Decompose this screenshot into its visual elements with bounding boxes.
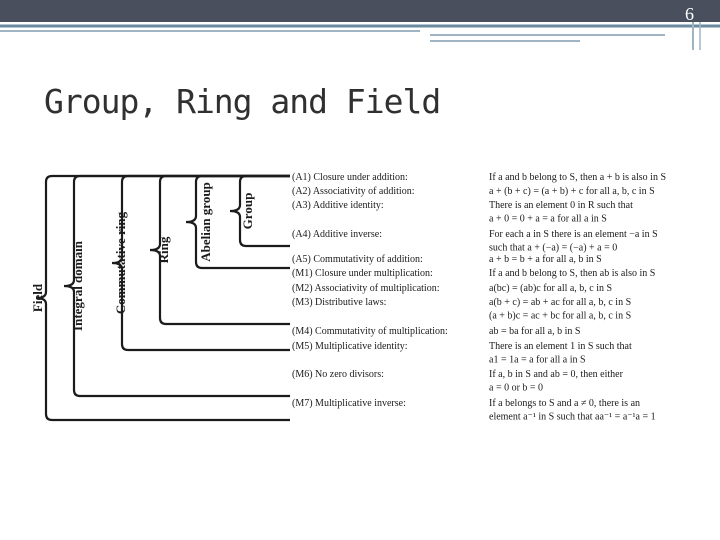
property-description: a = 0 or b = 0 (489, 382, 544, 394)
property-description: a + b = b + a for all a, b in S (489, 254, 602, 265)
bracket-ring (150, 176, 290, 324)
property-description: (a + b)c = ac + bc for all a, b, c in S (489, 310, 632, 322)
bracket-group (230, 176, 290, 246)
property-name: (M5) Multiplicative identity: (292, 341, 408, 352)
property-name: (M3) Distributive laws: (292, 297, 387, 308)
structure-diagram (32, 160, 692, 430)
property-name: (A2) Associativity of addition: (292, 186, 415, 197)
slide-number: 6 (685, 4, 694, 24)
property-name: (A3) Additive identity: (292, 200, 384, 211)
header-decoration (0, 22, 720, 52)
property-description: For each a in S there is an element −a in S (489, 229, 658, 240)
property-name: (M2) Associativity of multiplication: (292, 283, 440, 294)
bracket-label: Commutative ring (113, 211, 128, 315)
property-description: a + (b + c) = (a + b) + c for all a, b, c in S (489, 186, 655, 197)
bracket-label: Group (240, 192, 255, 230)
property-description: such that a + (−a) = (−a) + a = 0 (489, 242, 618, 254)
property-name: (M6) No zero divisors: (292, 369, 384, 380)
property-name: (M1) Closure under multiplication: (292, 268, 433, 279)
bracket-integral-domain (64, 176, 290, 396)
property-description: ab = ba for all a, b in S (489, 326, 581, 337)
property-description: If a and b belong to S, then a + b is also in S (489, 172, 667, 183)
bracket-label: Integral domain (70, 241, 85, 331)
property-description: There is an element 1 in S such that (489, 341, 632, 352)
property-name: (A4) Additive inverse: (292, 229, 382, 240)
bracket-label: Field (30, 283, 45, 313)
property-description: If a belongs to S and a ≠ 0, there is an (489, 398, 641, 409)
property-description: There is an element 0 in R such that (489, 200, 633, 211)
property-name: (A5) Commutativity of addition: (292, 254, 423, 265)
property-name: (M7) Multiplicative inverse: (292, 398, 406, 409)
property-description: If a, b in S and ab = 0, then either (489, 369, 623, 380)
property-name: (M4) Commutativity of multiplication: (292, 326, 448, 337)
bracket-label: Ring (156, 236, 171, 264)
property-description: a(bc) = (ab)c for all a, b, c in S (489, 283, 613, 294)
property-description: a1 = 1a = a for all a in S (489, 354, 586, 366)
slide-title: Group, Ring and Field (44, 82, 441, 121)
property-description: a(b + c) = ab + ac for all a, b, c in S (489, 297, 632, 308)
bracket-label: Abelian group (198, 182, 213, 262)
property-description: If a and b belong to S, then ab is also in S (489, 268, 656, 279)
property-description: a + 0 = 0 + a = a for all a in S (489, 213, 607, 225)
property-description: element a⁻¹ in S such that aa⁻¹ = a⁻¹a = 1 (489, 411, 656, 423)
top-banner (0, 0, 720, 22)
property-name: (A1) Closure under addition: (292, 172, 408, 183)
